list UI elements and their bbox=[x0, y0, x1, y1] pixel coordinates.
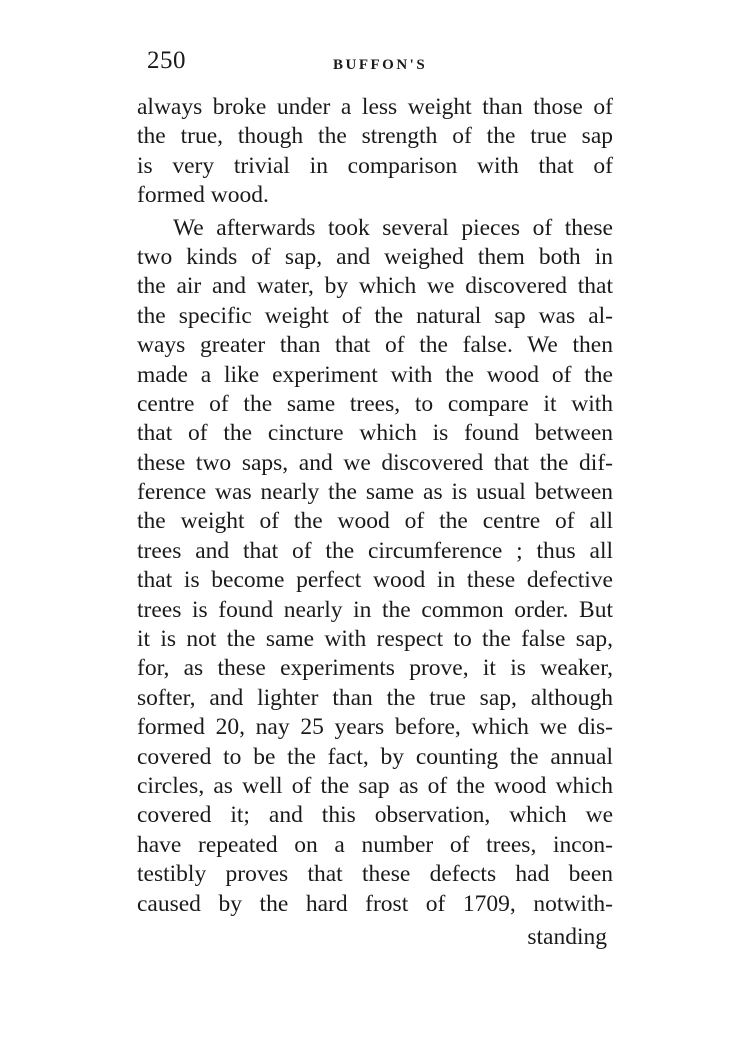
catchword: standing bbox=[527, 923, 607, 950]
text-line: testibly proves that these defects had been bbox=[137, 861, 613, 888]
text-line: We afterwards took several pieces of these bbox=[173, 214, 613, 241]
text-line: for, as these experiments prove, it is weaker, bbox=[137, 655, 613, 682]
text-line: two kinds of sap, and weighed them both in bbox=[137, 243, 613, 270]
text-line: made a like experiment with the wood of the bbox=[137, 361, 613, 388]
text-line: formed wood. bbox=[137, 182, 269, 209]
text-line: the true, though the strength of the true sap bbox=[137, 123, 613, 150]
text-line: ways greater than that of the false. We then bbox=[137, 332, 613, 359]
body-text bbox=[137, 93, 613, 952]
text-line: formed 20, nay 25 years before, which we dis- bbox=[137, 714, 613, 741]
text-line: centre of the same trees, to compare it with bbox=[137, 390, 613, 417]
text-line: these two saps, and we discovered that the dif- bbox=[137, 449, 613, 476]
page-header bbox=[147, 47, 617, 83]
text-line: it is not the same with respect to the false sap, bbox=[137, 626, 613, 653]
text-line: trees is found nearly in the common order. But bbox=[137, 596, 613, 623]
text-line: trees and that of the circumference ; thus all bbox=[137, 537, 613, 564]
running-head: BUFFON'S bbox=[333, 57, 428, 73]
text-line: circles, as well of the sap as of the wood which bbox=[137, 772, 613, 799]
text-line: always broke under a less weight than those of bbox=[137, 94, 613, 120]
page-number: 250 bbox=[147, 47, 186, 74]
text-line: that of the cincture which is found between bbox=[137, 420, 613, 447]
text-line: ference was nearly the same as is usual between bbox=[137, 479, 613, 506]
text-line: caused by the hard frost of 1709, notwith- bbox=[137, 890, 613, 917]
text-line: softer, and lighter than the true sap, although bbox=[137, 684, 613, 711]
text-line: that is become perfect wood in these defective bbox=[137, 567, 613, 594]
text-line: is very trivial in comparison with that of bbox=[137, 152, 613, 179]
text-line: have repeated on a number of trees, incon- bbox=[137, 831, 613, 858]
text-line: covered it; and this observation, which we bbox=[137, 802, 613, 829]
text-line: the weight of the wood of the centre of all bbox=[137, 508, 613, 535]
text-line: the specific weight of the natural sap was al- bbox=[137, 302, 613, 329]
text-line: covered to be the fact, by counting the annual bbox=[137, 743, 613, 770]
text-line: the air and water, by which we discovered that bbox=[137, 273, 613, 300]
